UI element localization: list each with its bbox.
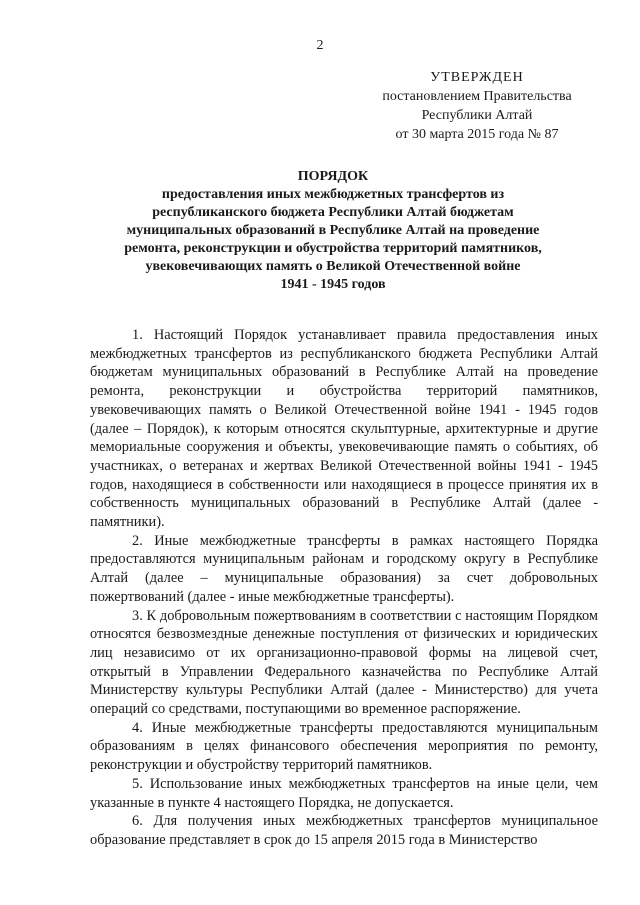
document-subtitle-line: ремонта, реконструкции и обустройства территорий памятников, — [124, 241, 542, 256]
approval-line: Республики Алтай — [421, 108, 533, 123]
approval-heading: УТВЕРЖДЕН — [430, 70, 524, 85]
paragraph-6: 6. Для получения иных межбюджетных трансфертов муниципальное образование представляет в срок до 15 апреля 2015 года в Министерство — [90, 813, 598, 848]
paragraph-3: 3. К добровольным пожертвованиям в соответствии с настоящим Порядком относятся безвозмездные денежные поступления от физических и юридических лиц независимо от их организационно-правовой формы на лицевой счет, открытый в Управлении Федерального казначейства по Республике Алтай Министерству культуры Республики Алтай (далее - Министерство) для учета операций со средствами, поступающими во временное распоряжение. — [90, 607, 598, 718]
document-title-block — [118, 168, 548, 294]
document-subtitle-line: республиканского бюджета Республики Алтай бюджетам — [152, 205, 514, 220]
document-title: ПОРЯДОК — [297, 169, 369, 184]
approval-line: постановлением Правительства — [382, 89, 572, 104]
approval-stamp — [372, 68, 582, 144]
document-subtitle-line: предоставления иных межбюджетных трансфертов из — [161, 187, 505, 202]
page-number: 2 — [316, 38, 324, 53]
paragraph-4: 4. Иные межбюджетные трансферты предоставляются муниципальным образованиям в целях финансового обеспечения мероприятия по ремонту, реконструкции и обустройству территорий памятников. — [90, 719, 598, 774]
document-subtitle-line: 1941 - 1945 годов — [280, 277, 386, 292]
paragraph-5: 5. Использование иных межбюджетных трансфертов на иные цели, чем указанные в пункте 4 настоящего Порядка, не допускается. — [90, 775, 598, 811]
approval-line: от 30 марта 2015 года № 87 — [395, 127, 559, 142]
document-body — [90, 326, 598, 850]
paragraph-2: 2. Иные межбюджетные трансферты в рамках настоящего Порядка предоставляются муниципальным районам и городскому округу в Республике Алтай (далее – муниципальные образования) за счет добровольных пожертвований (далее - иные межбюджетные трансферты). — [90, 532, 598, 605]
document-subtitle-line: муниципальных образований в Республике Алтай на проведение — [126, 223, 540, 238]
paragraph-1: 1. Настоящий Порядок устанавливает правила предоставления иных межбюджетных трансфертов из республиканского бюджета Республики Алтай бюджетам муниципальных образований в Республике Алтай на проведение ремонта, реконструкции и обустройства территорий памятников, увековечивающих память о Великой Отечественной войне 1941 - 1945 годов (далее – Порядок), к которым относятся скульптурные, архитектурные и другие мемориальные сооружения и объекты, увековечивающие память о событиях, об участниках, о ветеранах и жертвах Великой Отечественной войны 1941 - 1945 годов, находящиеся в собственности или находящиеся в процессе принятия их в собственность муниципальных образований в Республике Алтай (далее - памятники). — [90, 327, 598, 531]
document-subtitle-line: увековечивающих память о Великой Отечественной войне — [145, 259, 521, 274]
